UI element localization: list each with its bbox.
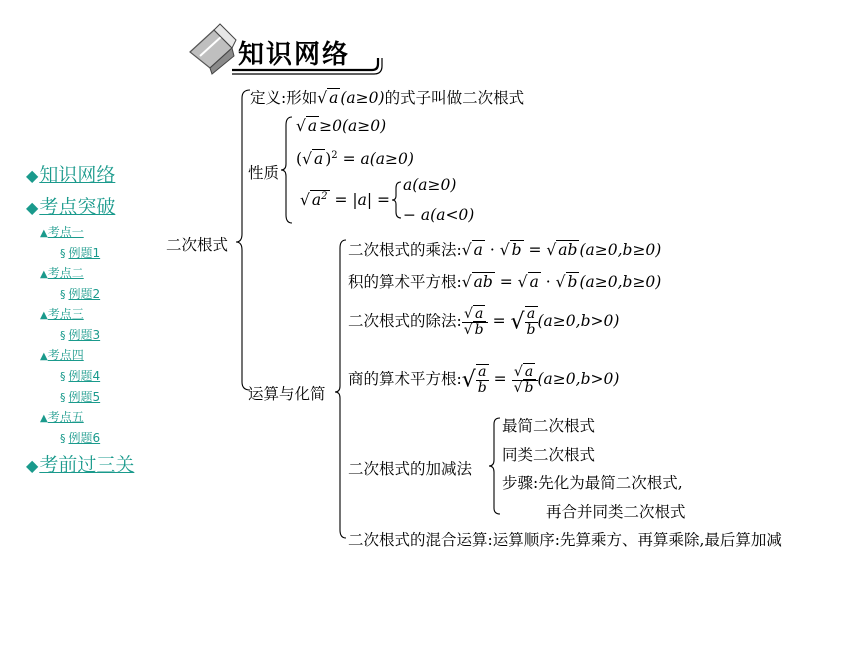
nav-link[interactable]: 例题1	[68, 246, 101, 260]
quot-den: b	[524, 379, 534, 396]
nav-item-final-review[interactable]	[26, 450, 134, 477]
sqrt-symbol: √	[302, 150, 312, 169]
nav-link[interactable]: 考前过三关	[39, 454, 135, 476]
nav-link[interactable]: 例题3	[68, 328, 101, 342]
div-fden: b	[526, 322, 536, 338]
definition-radicand: a	[329, 89, 339, 107]
quot-eq: =	[493, 370, 507, 388]
p3-radicand: a	[311, 191, 322, 210]
p2-exp: 2	[331, 150, 338, 161]
nav-item-example-3[interactable]	[60, 326, 100, 343]
addsub-item: 最简二次根式	[502, 417, 596, 435]
mult-r1: a	[473, 241, 483, 259]
nav-item-example-2[interactable]	[60, 285, 100, 302]
op-multiplication	[348, 238, 661, 260]
quot-fraction	[512, 365, 538, 396]
sqrt-symbol: √	[546, 241, 557, 259]
div-prefix: 二次根式的除法:	[348, 312, 462, 330]
diamond-icon: ◆	[26, 166, 39, 185]
p2-open: (	[296, 150, 303, 169]
addsub-item: 再合并同类二次根式	[546, 503, 686, 521]
sqrt-symbol: √	[555, 273, 566, 291]
nav-item-example-5[interactable]	[60, 388, 100, 405]
properties-label: 性质	[248, 164, 280, 182]
property-1	[296, 117, 386, 135]
prod-r1: ab	[473, 273, 493, 291]
nav-item-point-5[interactable]	[40, 408, 84, 425]
operations-brace	[335, 240, 346, 538]
p1-text: ≥0(a≥0)	[319, 117, 387, 135]
div-den: b	[474, 321, 484, 338]
nav-item-example-6[interactable]	[60, 429, 100, 446]
prod-dot: ·	[545, 273, 551, 291]
operations-label: 运算与化简	[248, 385, 326, 403]
nav-item-point-1[interactable]	[40, 223, 84, 240]
nav-link[interactable]: 例题4	[68, 369, 101, 383]
mult-eq: =	[528, 241, 542, 259]
addsub-brace	[489, 418, 500, 514]
quot-fnum: a	[476, 365, 489, 381]
div-num: a	[474, 305, 484, 322]
nav-item-exam-points[interactable]	[26, 192, 115, 219]
p2-text: = a(a≥0)	[342, 150, 414, 169]
mult-prefix: 二次根式的乘法:	[348, 241, 462, 259]
nav-link[interactable]: 考点五	[47, 410, 84, 424]
quot-num: a	[524, 363, 534, 380]
p2-radicand: a	[313, 150, 324, 169]
nav-link[interactable]: 例题6	[68, 431, 101, 445]
op-product-root	[348, 270, 661, 292]
section-icon: §	[60, 432, 66, 445]
sqrt-symbol: √	[296, 117, 306, 135]
quot-den-wrap: √ b	[513, 379, 534, 396]
property-3	[300, 191, 390, 209]
p2-close: )	[325, 150, 332, 169]
property-brace	[281, 117, 292, 223]
section-icon: §	[60, 391, 66, 404]
nav-link[interactable]: 知识网络	[39, 164, 116, 186]
op-mixed: 二次根式的混合运算:运算顺序:先算乘方、再算乘除,最后算加减	[348, 531, 782, 549]
prod-cond: (a≥0,b≥0)	[579, 273, 662, 291]
root-label: 二次根式	[166, 236, 229, 254]
p1-radicand: a	[307, 117, 318, 135]
sqrt-symbol: √	[510, 309, 525, 335]
op-division	[348, 306, 619, 338]
sqrt-symbol: √	[517, 273, 528, 291]
quot-cond: (a≥0,b>0)	[537, 370, 620, 388]
sqrt-symbol: √	[461, 241, 472, 259]
nav-item-point-2[interactable]	[40, 264, 84, 281]
prod-eq: =	[499, 273, 513, 291]
mult-r3: ab	[558, 241, 578, 259]
definition	[250, 86, 524, 108]
addsub-item: 步骤:先化为最简二次根式,	[502, 474, 683, 492]
div-eq: =	[492, 312, 506, 330]
div-rad-fraction	[525, 306, 538, 338]
div-fnum: a	[525, 307, 538, 323]
section-icon: §	[60, 329, 66, 342]
nav-link[interactable]: 考点四	[47, 348, 84, 362]
triangle-icon: ▲	[40, 351, 48, 362]
op-quotient-root	[348, 364, 619, 396]
nav-item-example-4[interactable]	[60, 367, 100, 384]
p3-exp: 2	[321, 191, 328, 202]
div-num-wrap: √ a	[462, 307, 488, 323]
div-cond: (a≥0,b>0)	[537, 312, 620, 330]
quot-num-wrap: √ a	[512, 365, 538, 381]
addsub-label: 二次根式的加减法	[348, 460, 473, 478]
nav-item-knowledge-network[interactable]	[26, 160, 115, 187]
triangle-icon: ▲	[40, 413, 48, 424]
quot-fden: b	[477, 380, 487, 396]
case-brace	[392, 182, 401, 218]
nav-item-point-3[interactable]	[40, 305, 84, 322]
nav-item-example-1[interactable]	[60, 244, 100, 261]
addsub-item: 同类二次根式	[502, 446, 596, 464]
diamond-icon: ◆	[26, 456, 39, 475]
definition-suffix: 的式子叫做二次根式	[384, 89, 525, 107]
mult-r2: b	[511, 241, 522, 259]
sqrt-symbol: √	[499, 241, 510, 259]
definition-prefix: 定义:形如	[250, 89, 318, 107]
quot-prefix: 商的算术平方根:	[348, 370, 462, 388]
diamond-icon: ◆	[26, 198, 39, 217]
nav-link[interactable]: 例题2	[68, 287, 101, 301]
mult-cond: (a≥0,b≥0)	[579, 241, 662, 259]
div-den-wrap: √ b	[463, 321, 484, 338]
prod-prefix: 积的算术平方根:	[348, 273, 462, 291]
mult-dot: ·	[489, 241, 495, 259]
nav-link[interactable]: 考点突破	[39, 196, 116, 218]
prod-r2: a	[529, 273, 539, 291]
section-icon: §	[60, 247, 66, 260]
sqrt-symbol: √	[461, 367, 476, 393]
div-fraction	[462, 307, 488, 338]
triangle-icon: ▲	[40, 269, 48, 280]
page-title: 知识网络	[238, 40, 351, 70]
pencil-book-icon	[0, 0, 860, 90]
p3-radicand-wrap	[310, 190, 330, 209]
p3-case-1: a(a≥0)	[403, 176, 457, 194]
nav-item-point-4[interactable]	[40, 346, 84, 363]
sqrt-symbol: √	[317, 89, 328, 107]
p3-text: = |a| =	[334, 191, 390, 210]
nav-link[interactable]: 例题5	[68, 390, 101, 404]
prod-r3: b	[567, 273, 578, 291]
nav-link[interactable]: 考点三	[47, 307, 84, 321]
quot-rad-fraction	[476, 364, 489, 396]
nav-link[interactable]: 考点一	[47, 225, 84, 239]
sqrt-symbol: √	[300, 191, 310, 210]
section-icon: §	[60, 288, 66, 301]
sqrt-symbol: √	[461, 273, 472, 291]
nav-link[interactable]: 考点二	[47, 266, 84, 280]
definition-cond: (a≥0)	[340, 89, 385, 107]
section-icon: §	[60, 370, 66, 383]
p3-case-2: − a(a<0)	[403, 206, 475, 224]
property-2	[296, 150, 414, 168]
triangle-icon: ▲	[40, 310, 48, 321]
triangle-icon: ▲	[40, 228, 48, 239]
root-brace	[236, 90, 250, 390]
